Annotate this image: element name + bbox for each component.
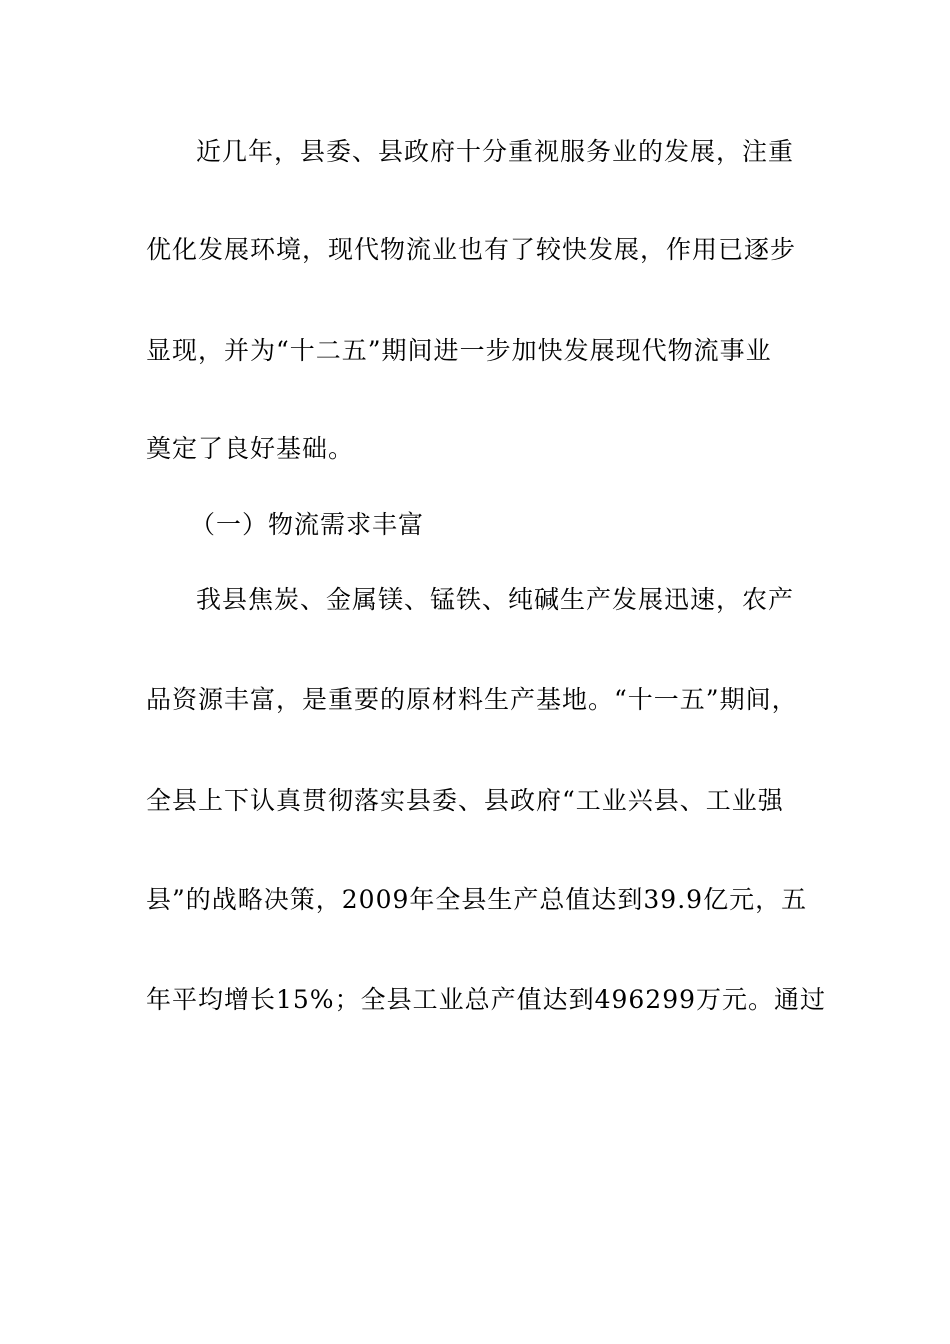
- section-heading: （一）物流需求丰富: [190, 510, 425, 539]
- paragraph-2-line-4: 县”的战略决策，2009年全县生产总值达到39.9亿元，五: [146, 885, 808, 914]
- paragraph-2-line-1: 我县焦炭、金属镁、锰铁、纯碱生产发展迅速，农产: [196, 585, 795, 614]
- paragraph-2-line-2: 品资源丰富，是重要的原材料生产基地。“十一五”期间，: [146, 685, 798, 714]
- paragraph-2-line-3: 全县上下认真贯彻落实县委、县政府“工业兴县、工业强: [146, 786, 784, 815]
- paragraph-1-line-4: 奠定了良好基础。: [146, 434, 355, 463]
- paragraph-1-line-3: 显现，并为“十二五”期间进一步加快发展现代物流事业: [146, 336, 772, 365]
- paragraph-2-line-5: 年平均增长15%；全县工业总产值达到496299万元。通过: [146, 985, 827, 1014]
- paragraph-1-line-2: 优化发展环境，现代物流业也有了较快发展，作用已逐步: [146, 235, 797, 264]
- paragraph-1-line-1: 近几年，县委、县政府十分重视服务业的发展，注重: [196, 137, 795, 166]
